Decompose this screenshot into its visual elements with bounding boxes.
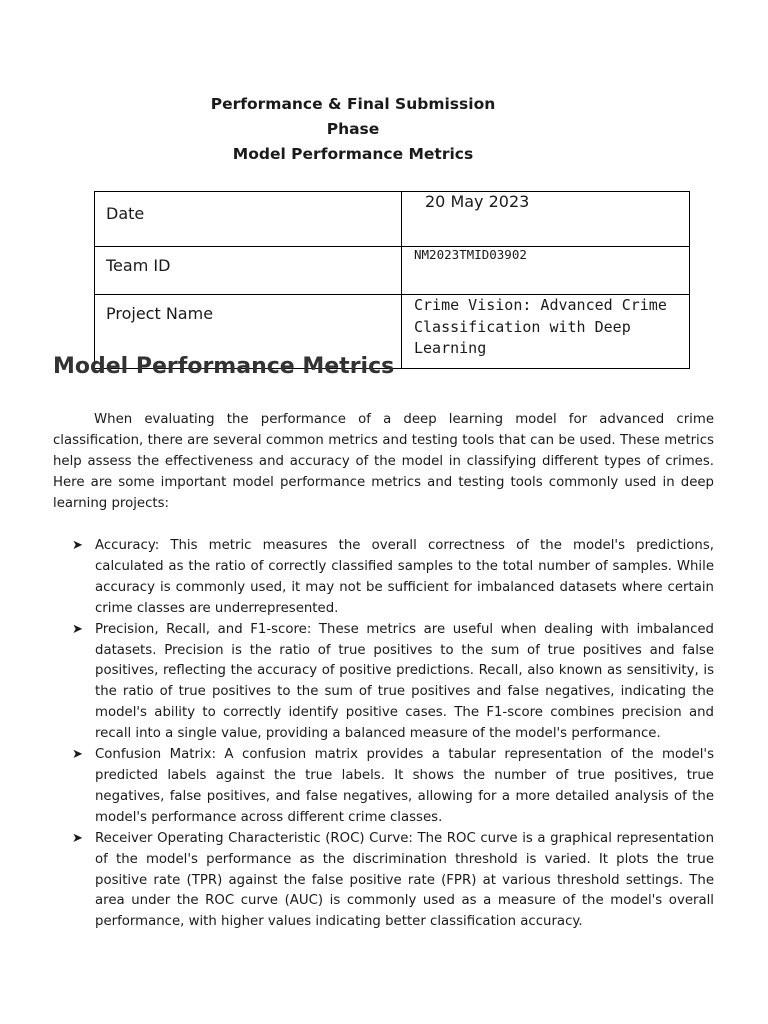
list-item [72,829,714,934]
list-item-text: Accuracy: This metric measures the overall correctness of the model's predictions, calculated as the ratio of correctly classified samples to the total number of samples. While accuracy is commonly used, it may not be sufficient for imbalanced datasets where certain crime classes are underrepresented. [95,538,714,616]
list-item [72,620,714,745]
project-name-value: Crime Vision: Advanced Crime Classification with Deep Learning [402,295,690,369]
team-id-value: NM2023TMID03902 [402,247,690,295]
list-item [72,745,714,829]
section-title: Model Performance Metrics [53,354,395,379]
header-line-2: Phase [326,120,380,138]
metrics-list [72,536,714,933]
info-table [94,191,690,369]
info-row-team-id [95,247,690,295]
arrowhead-bullet-icon: ➤ [72,538,83,553]
header-line-3: Model Performance Metrics [232,145,474,163]
list-item-text: Confusion Matrix: A confusion matrix provides a tabular representation of the model's predicted labels against the true labels. It shows the number of true positives, true negatives, false positives, and false negatives, allowing for a more detailed analysis of the model's performance across different crime classes. [95,747,714,825]
list-item-text: Receiver Operating Characteristic (ROC) Curve: The ROC curve is a graphical representation of the model's performance as the discrimination threshold is varied. It plots the true positive rate (TPR) against the false positive rate (FPR) at various threshold settings. The area under the ROC curve (AUC) is commonly used as a measure of the model's overall performance, with higher values indicating better classification accuracy. [95,830,714,930]
info-row-date [95,192,690,247]
arrowhead-bullet-icon: ➤ [72,621,83,637]
list-item [72,536,714,620]
project-name-label: Project Name [95,295,402,369]
document-header [0,92,706,167]
list-item-text: Precision, Recall, and F1-score: These metrics are useful when dealing with imbalanced datasets. Precision is the ratio of true positives to the sum of true positives and false positives, reflecting the accuracy of positive predictions. Recall, also known as sensitivity, is the ratio of true positives to the sum of true positives and false negatives, indicating the model's ability to correctly identify positive cases. The F1-score combines precision and recall into a single value, providing a balanced measure of the model's performance. [95,621,714,742]
intro-paragraph: When evaluating the performance of a deep learning model for advanced crime classification, there are several common metrics and testing tools that can be used. These metrics help assess the effectiveness and accuracy of the model in classifying different types of crimes. Here are some important model performance metrics and testing tools commonly used in deep learning projects: [53,412,714,511]
arrowhead-bullet-icon: ➤ [72,747,83,763]
arrowhead-bullet-icon: ➤ [72,830,83,846]
date-value: 20 May 2023 [402,192,690,247]
team-id-label: Team ID [95,247,402,295]
date-label: Date [95,192,402,247]
header-line-1: Performance & Final Submission [210,95,496,113]
